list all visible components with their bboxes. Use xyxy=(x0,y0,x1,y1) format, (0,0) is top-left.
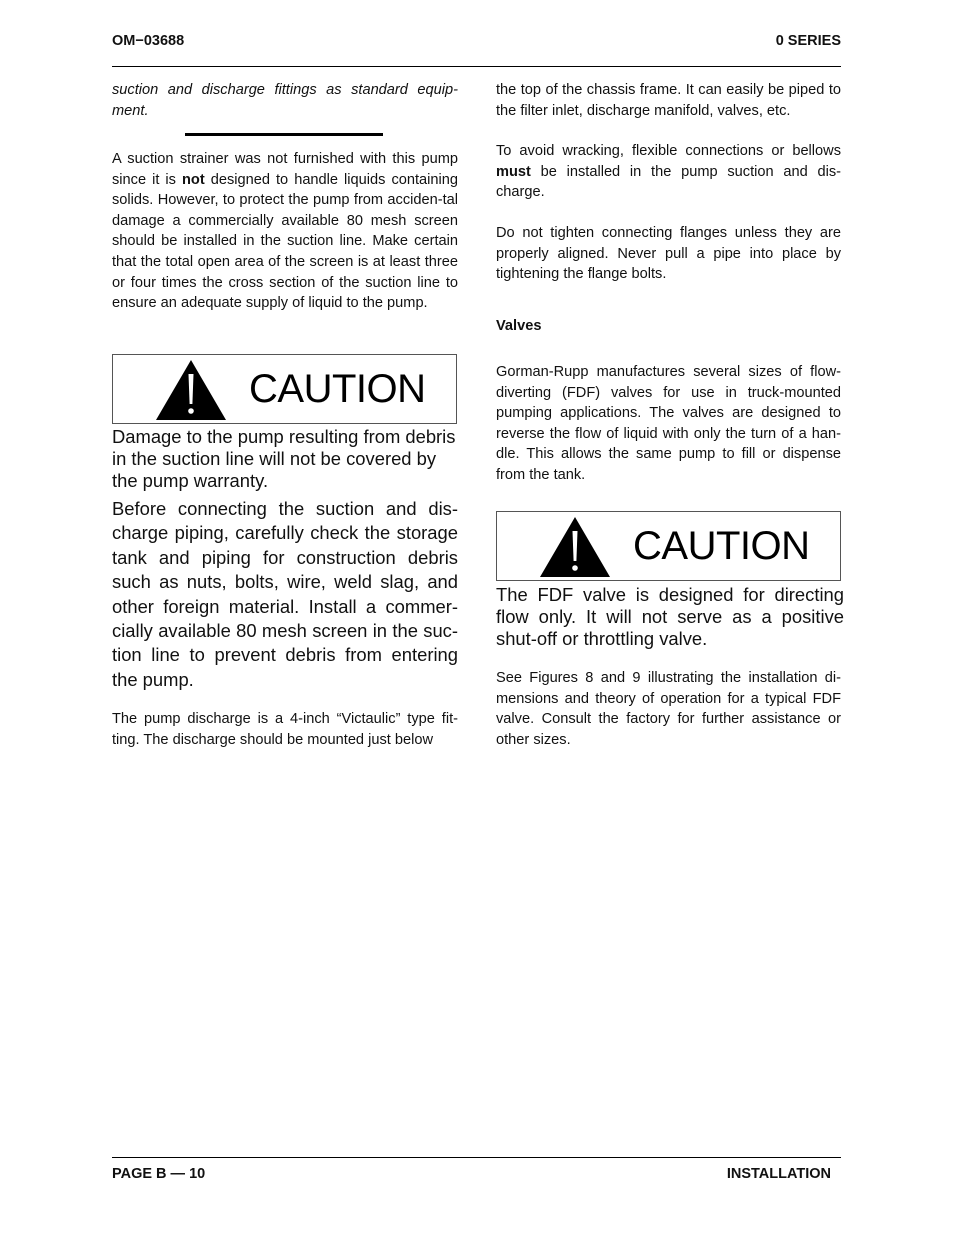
flanges-paragraph: Do not tighten connecting flanges unless they are properly aligned. Never pull a pipe into place by tightening the flange bolts. xyxy=(496,225,841,283)
caution-label-left: CAUTION xyxy=(249,367,426,411)
warning-triangle-icon xyxy=(538,515,612,579)
wracking-text-a: To avoid wracking, flexible connections or bellows xyxy=(496,143,841,159)
caution-box-right xyxy=(496,511,841,581)
header-rule xyxy=(112,66,841,67)
section-divider xyxy=(185,133,383,136)
figures-paragraph: See Figures 8 and 9 illustrating the installation di-mensions and theory of operation for a typical FDF valve. Consult the factory for further assistance or other sizes. xyxy=(496,670,841,748)
header-doc-number: OM−03688 xyxy=(112,33,185,49)
valves-heading: Valves xyxy=(496,318,542,334)
intro-italic-paragraph: suction and discharge fittings as standard equip-ment. xyxy=(112,82,458,119)
strainer-paragraph xyxy=(112,149,458,314)
caution-text-left: Damage to the pump resulting from debris in the suction line will not be covered by the pump warranty. xyxy=(112,426,456,491)
strainer-bold: not xyxy=(182,171,205,188)
wracking-text-b: be installed in the pump suction and dis-charge. xyxy=(496,163,841,201)
footer-rule xyxy=(112,1157,841,1158)
caution-box-left xyxy=(112,354,457,424)
discharge-paragraph: The pump discharge is a 4-inch “Victaulic” type fit-ting. The discharge should be mounted just below xyxy=(112,711,458,748)
strainer-text-a: A suction strainer was not furnished with this pump since it is xyxy=(112,151,458,188)
piping-paragraph: Before connecting the suction and dis-charge piping, carefully check the storage tank and piping for construction debris such as nuts, bolts, wire, weld slag, and other foreign material. Install a commer-cially available 80 mesh screen in the suc-tion line to prevent debris from entering the pump. xyxy=(112,498,458,690)
strainer-text-b: designed to handle liquids containing solids. However, to protect the pump from acciden-tal damage a commercially available 80 mesh screen should be installed in the suction line. Make certain that the total open area of the screen is at least three or four times the cross section of the suction line to ensure an adequate supply of liquid to the pump. xyxy=(112,171,458,312)
wracking-paragraph xyxy=(496,141,841,203)
footer-section: INSTALLATION xyxy=(726,1166,831,1182)
caution-text-right: The FDF valve is designed for directing flow only. It will not serve as a positive shut-off or throttling valve. xyxy=(496,584,844,649)
chassis-paragraph: the top of the chassis frame. It can easily be piped to the filter inlet, discharge manifold, valves, etc. xyxy=(496,82,841,119)
footer-page-number: PAGE B — 10 xyxy=(112,1166,206,1182)
valves-paragraph: Gorman-Rupp manufactures several sizes of flow-diverting (FDF) valves for use in truck-mounted pumping applications. The valves are designed to reverse the flow of liquid with only the turn of a han-dle. This allows the same pump to fill or dispense from the tank. xyxy=(496,364,841,483)
header-series: 0 SERIES xyxy=(775,33,841,49)
warning-triangle-icon xyxy=(154,358,228,422)
caution-label-right: CAUTION xyxy=(633,524,810,568)
wracking-bold: must xyxy=(496,163,531,180)
